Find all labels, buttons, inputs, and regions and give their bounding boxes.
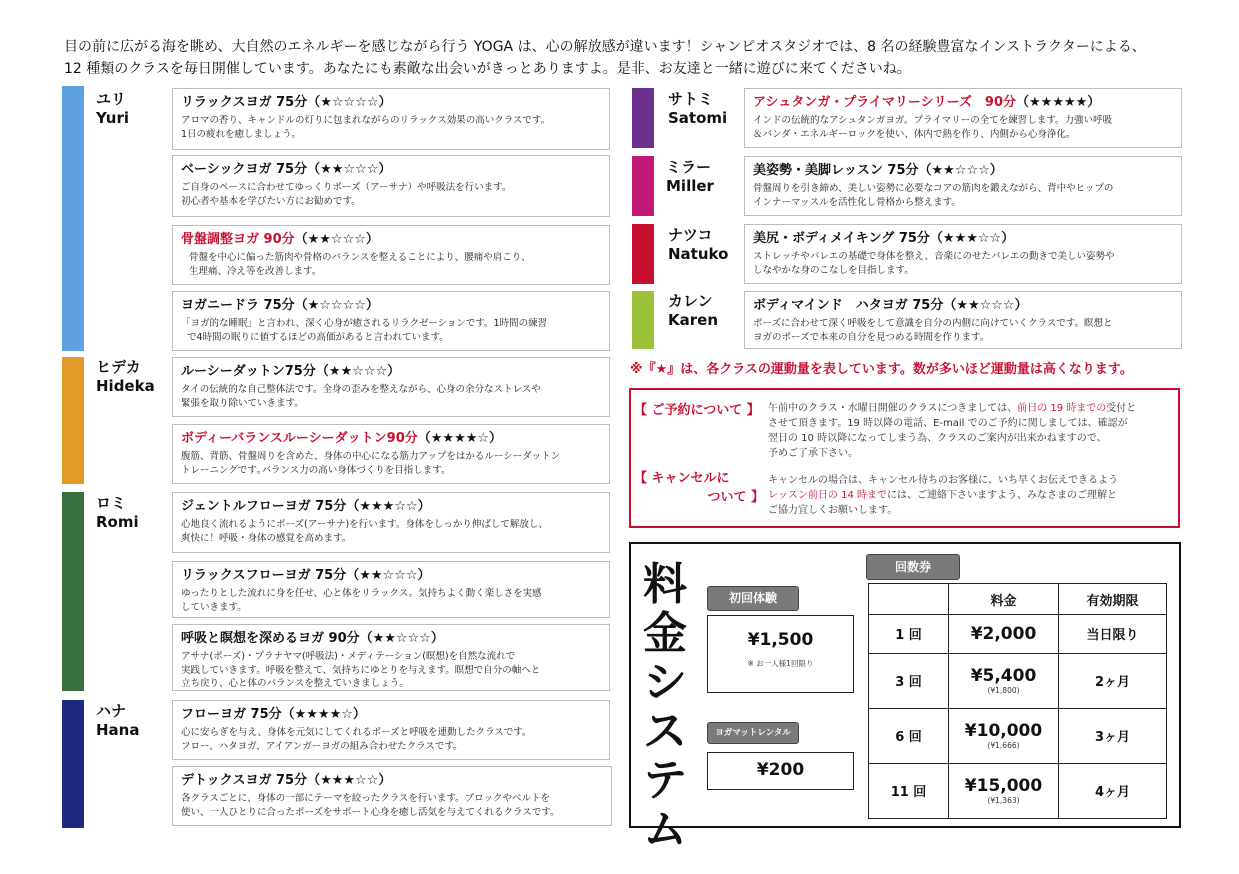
instructor-name-natuko: ナツコ Natuko [668, 226, 729, 263]
reserve-label: 【 ご予約について 】 [634, 403, 760, 418]
class-desc: 各クラスごとに、身体の一部にテーマを絞ったクラスを行います。ブロックやベルトを 使い、一人ひとりに合ったポーズをサポート心身を癒し活気を与えてくれるクラスです。 [181, 793, 560, 818]
class-desc: アサナ(ポーズ)・プラナヤマ(呼吸法)・メディテーション(瞑想)を自然な流れで 実践していきます。呼吸を整えて、気持ちにゆとりを与えます。瞑想で自分の軸へと 立ち戻り、心と体のバランスを整えていきましょう。 [181, 651, 541, 689]
header-price: 料金 [949, 584, 1059, 615]
class-desc: インドの伝統的なアシュタンガヨガ。プライマリーの全てを練習します。力強い呼吸 ＆バンダ・エネルギーロックを使い、体内で熱を作り、内側から心身浄化。 [753, 115, 1113, 140]
ticket-valid: 2ヶ月 [1059, 653, 1167, 708]
instructor-bar-romi [62, 492, 84, 691]
class-title: リラックスヨガ 75分（★☆☆☆☆） [181, 95, 392, 110]
ticket-row [869, 763, 1167, 818]
instructor-bar-satomi [632, 88, 654, 148]
instructor-name-miller: ミラー Miller [666, 158, 714, 195]
class-title: 美尻・ボディメイキング 75分（★★★☆☆） [753, 231, 1015, 246]
ticket-count: 6 回 [869, 708, 949, 763]
ticket-header-row [869, 584, 1167, 615]
class-card-posture-legs [744, 156, 1182, 216]
class-title: アシュタンガ・プライマリーシリーズ 90分（★★★★★） [753, 95, 1101, 110]
ticket-count: 3 回 [869, 653, 949, 708]
instructor-name-yuri: ユリ Yuri [96, 90, 129, 127]
instructor-bar-yuri [62, 86, 84, 351]
class-desc: 「ヨガ的な睡眠」と言われ、深く心身が癒されるリラクゼーションです。1時間の練習 で4時間の眠りに値するほどの高価があると言われています。 [181, 318, 548, 343]
class-desc: 骨盤を中心に偏った筋肉や骨格のバランスを整えることにより、腰痛や肩こり、 生理痛、冷え等を改善します。 [189, 252, 531, 277]
class-card-gentle-flow [172, 492, 610, 553]
instructor-bar-hana [62, 700, 84, 828]
class-title: ヨガニードラ 75分（★☆☆☆☆） [181, 298, 379, 313]
class-title: 美姿勢・美脚レッスン 75分（★★☆☆☆） [753, 163, 1003, 178]
class-title: ルーシーダットン75分（★★☆☆☆） [181, 364, 401, 379]
class-card-body-making [744, 224, 1182, 284]
class-desc: ポーズに合わせて深く呼吸をして意識を自分の内側に向けていくクラスです。瞑想と ヨガのポーズで本来の自分を見つめる時間を作ります。 [753, 318, 1113, 343]
star-note: ※『★』は、各クラスの運動量を表しています。数が多いほど運動量は高くなります。 [630, 362, 1133, 377]
header-empty [869, 584, 949, 615]
instructor-bar-karen [632, 291, 654, 349]
instructor-name-romi: ロミ Romi [96, 494, 139, 531]
class-card-flow-yoga [172, 700, 610, 760]
class-card-breath-meditation [172, 624, 610, 691]
header-valid: 有効期限 [1059, 584, 1167, 615]
class-desc: 骨盤周りを引き締め、美しい姿勢に必要なコアの筋肉を鍛えながら、背中やヒップの インナーマッスルを活性化し骨格から整えます。 [753, 183, 1114, 208]
class-title: リラックスフローヨガ 75分（★★☆☆☆） [181, 568, 431, 583]
reserve-text: 午前中のクラス・水曜日開催のクラスにつきましては、前日の 19 時までの受付と させて頂きます。19 時以降の電話、E-mail でのご予約に関しましては、確認が 翌日の 10 時以降になってしまう為、クラスのご案内が出来かねますので、 予めご了承下さい。 [768, 403, 1137, 459]
cancel-label: 【 キャンセルに ついて 】 [634, 471, 764, 505]
class-desc: 腹筋、背筋、骨盤周りを含めた、身体の中心になる筋力アップをはかるルーシーダットン トレーニングです｡バランス力の高い身体づくりを目指します。 [181, 451, 561, 476]
class-title: ボディマインド ハタヨガ 75分（★★☆☆☆） [753, 298, 1028, 313]
class-card-yoga-nidra [172, 291, 610, 351]
class-desc: アロマの香り、キャンドルの灯りに包まれながらのリラックス効果の高いクラスです。 1日の疲れを癒しましょう。 [181, 115, 551, 140]
ticket-row [869, 708, 1167, 763]
class-card-relax-flow [172, 561, 610, 618]
class-card-basic-yoga [172, 155, 610, 217]
ticket-price: ¥5,400 (¥1,800) [949, 653, 1059, 708]
ticket-price: ¥2,000 [949, 615, 1059, 654]
class-title: ボディーバランスルーシーダットン90分（★★★★☆） [181, 431, 503, 446]
tickets-tag: 回数券 [866, 554, 960, 580]
intro-text [64, 36, 1184, 80]
class-title: デトックスヨガ 75分（★★★☆☆） [181, 773, 392, 788]
instructor-name-karen: カレン Karen [668, 292, 718, 329]
class-title: 骨盤調整ヨガ 90分（★★☆☆☆） [181, 232, 379, 247]
class-card-pelvis-yoga [172, 225, 610, 285]
class-card-body-balance [172, 424, 610, 484]
instructor-name-hideka: ヒデカ Hideka [96, 358, 155, 395]
ticket-row [869, 653, 1167, 708]
class-desc: 心地良く流れるようにポーズ(アーサナ)を行います。身体をしっかり伸ばして解放し、 爽快に！呼吸・身体の感覚を高めます。 [181, 519, 548, 544]
class-card-detox-yoga [172, 766, 612, 826]
class-title: ジェントルフローヨガ 75分（★★★☆☆） [181, 499, 431, 514]
ticket-count: 11 回 [869, 763, 949, 818]
ticket-valid: 4ヶ月 [1059, 763, 1167, 818]
ticket-row [869, 615, 1167, 654]
ticket-count: 1 回 [869, 615, 949, 654]
instructor-bar-hideka [62, 357, 84, 484]
instructor-bar-natuko [632, 224, 654, 284]
class-card-ashtanga [744, 88, 1182, 148]
ticket-table [868, 583, 1167, 819]
instructor-name-hana: ハナ Hana [96, 702, 140, 739]
pricing-title: 料 金 シ ス テ ム [643, 559, 687, 855]
class-title: フローヨガ 75分（★★★★☆） [181, 707, 366, 722]
mat-price: ¥200 [756, 760, 805, 780]
class-desc: タイの伝統的な自己整体法です。全身の歪みを整えながら、心身の余分なストレスや 緊張を取り除いていきます。 [181, 384, 541, 409]
instructor-bar-miller [632, 156, 654, 216]
class-card-relax-yoga [172, 88, 610, 150]
class-desc: 心に安らぎを与え、身体を元気にしてくれるポーズと呼吸を連動したクラスです。 フロー、ハタヨガ、アイアンガーヨガの組み合わせたクラスです。 [181, 727, 532, 752]
trial-price-box [707, 615, 854, 693]
mat-price-box [707, 752, 854, 790]
class-title: ベーシックヨガ 75分（★★☆☆☆） [181, 162, 392, 177]
ticket-price: ¥15,000 (¥1,363) [949, 763, 1059, 818]
class-desc: ストレッチやバレエの基礎で身体を整え、音楽にのせたバレエの動きで美しい姿勢や しなやかな身のこなしを目指します。 [753, 251, 1115, 276]
trial-note: ※ お一人様1回限り [747, 659, 814, 668]
trial-tag: 初回体験 [707, 586, 799, 611]
trial-price: ¥1,500 [747, 630, 814, 650]
class-card-ruesi-dat-ton [172, 357, 610, 417]
ticket-valid: 3ヶ月 [1059, 708, 1167, 763]
intro-line-1: 目の前に広がる海を眺め、大自然のエネルギーを感じながら行う YOGA は、心の解放感が違います！シャンピオスタジオでは、8 名の経験豊富なインストラクターによる、 [64, 39, 1146, 55]
class-desc: ご自身のペースに合わせてゆっくりポーズ（アーサナ）や呼吸法を行います。 初心者や基本を学びたい方にお勧めです。 [181, 182, 512, 207]
instructor-name-satomi: サトミ Satomi [668, 90, 728, 127]
class-title: 呼吸と瞑想を深めるヨガ 90分（★★☆☆☆） [181, 631, 444, 646]
ticket-valid: 当日限り [1059, 615, 1167, 654]
class-card-body-mind-hatha [744, 291, 1182, 349]
mat-rental-tag: ヨガマットレンタル [707, 722, 799, 744]
cancel-text: キャンセルの場合は、キャンセル待ちのお客様に、いち早くお伝えできるよう レッスン前日の 14 時までには、ご連絡下さいますよう、みなさまのご理解と ご協力宜しくお願いします。 [768, 475, 1118, 516]
ticket-price: ¥10,000 (¥1,666) [949, 708, 1059, 763]
class-desc: ゆったりとした流れに身を任せ、心と体をリラックス。気持ちよく動く楽しさを実感 していきます。 [181, 588, 542, 613]
intro-line-2: 12 種類のクラスを毎日開催しています。あなたにも素敵な出会いがきっとありますよ。是非、お友達と一緒に遊びに来てくださいね。 [64, 61, 911, 77]
